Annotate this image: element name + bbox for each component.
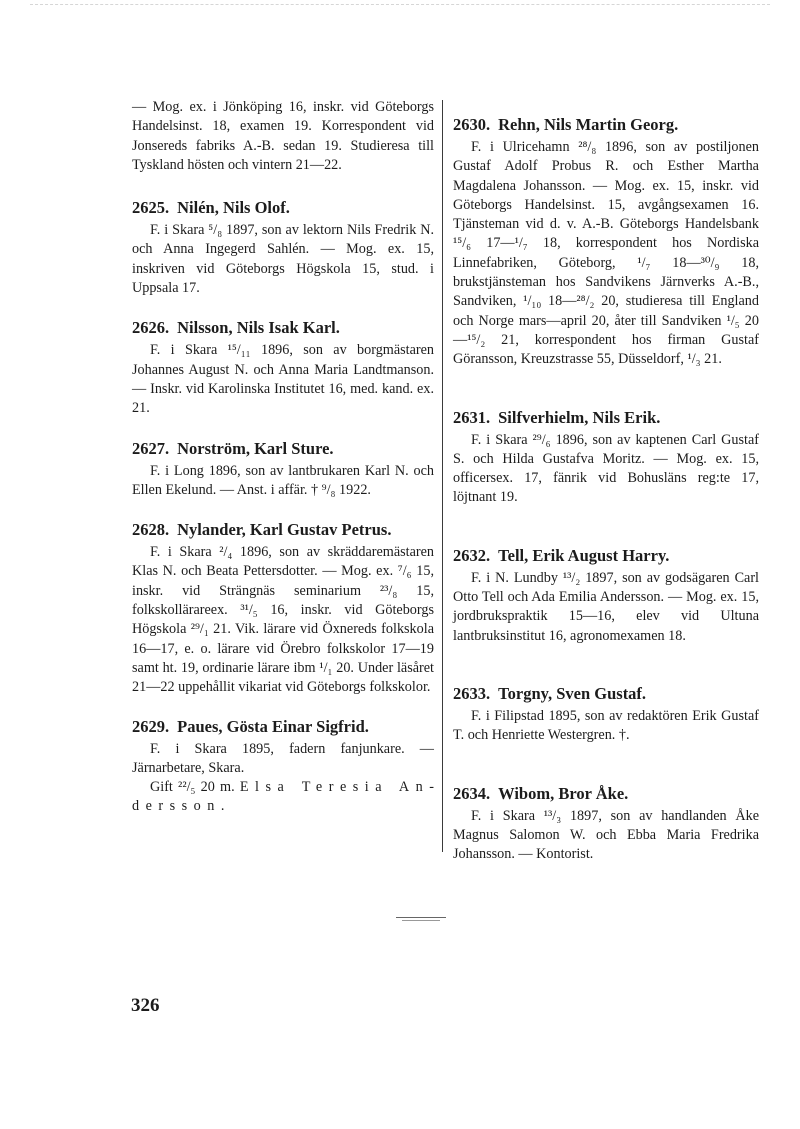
- entry-text: F. i Skara 1895, fadern fanjunkare. — Järnarbetare, Skara.: [132, 740, 434, 776]
- entry-text: F. i Skara ²⁹/₆ 1896, son av kaptenen Carl Gustaf S. och Hilda Gustafva Moritz. — Mog. ex. 15, officersex. 17, fänrik vid Bohusläns reg:te 17, löjtnant 19.: [453, 431, 759, 506]
- entry-heading: [453, 684, 759, 704]
- entry-text: F. i Filipstad 1895, son av redaktören Erik Gustaf T. och Henriette Westergren. †.: [453, 707, 759, 744]
- entry-2628: [132, 520, 434, 697]
- entry-2634: [453, 784, 759, 865]
- section-rule-lower: [402, 920, 440, 921]
- column-divider: [442, 100, 443, 852]
- entry-2633: [453, 684, 759, 746]
- entry-text: F. i Long 1896, son av lantbrukaren Karl N. och Ellen Ekelund. — Anst. i affär. † ⁹/₈ 1922.: [132, 462, 434, 498]
- entry-name: Torgny, Sven Gustaf.: [498, 683, 647, 703]
- section-rule: [396, 917, 446, 918]
- entry-text: F. i Skara ¹⁵/₁₁ 1896, son av borgmästaren Johannes August N. och Anna Maria Landtmanson. — Inskr. vid Karolinska Institutet 16, med. kand. ex. 21.: [132, 342, 434, 417]
- entry-heading: [453, 546, 759, 566]
- scan-top-edge: [30, 4, 770, 5]
- page-number: 326: [131, 995, 160, 1016]
- entry-name: Nilén, Nils Olof.: [177, 198, 290, 218]
- continued-paragraph: — Mog. ex. i Jönköping 16, inskr. vid Göteborgs Handelsinst. 18, examen 19. Korrespondent vid Jonsereds fabriks A.-B. sedan 19. Studieresa till Tyskland hösten och vintern 21—22.: [132, 99, 434, 173]
- entry-heading: [132, 198, 434, 218]
- entry-number: 2631.: [453, 407, 491, 427]
- entry-number: 2626.: [132, 318, 170, 338]
- entry-text: F. i Skara ⁵/₈ 1897, son av lektorn Nils Fredrik N. och Anna Ingegerd Sahlén. — Mog. ex. 15, inskriven vid Göteborgs Högskola 15, stud. i Uppsala 17.: [132, 222, 434, 297]
- entry-2627: [132, 439, 434, 501]
- entry-heading: [453, 408, 759, 428]
- entry-number: 2633.: [453, 683, 491, 703]
- left-column: [132, 98, 434, 817]
- right-column: [453, 115, 759, 864]
- entry-2629: [132, 717, 434, 817]
- marriage-line: [132, 778, 434, 817]
- entry-2626: [132, 318, 434, 418]
- entry-name: Rehn, Nils Martin Georg.: [498, 115, 679, 134]
- entry-heading: [132, 439, 434, 459]
- entry-name: Wibom, Bror Åke.: [498, 783, 629, 803]
- spouse-name: Elsa Teresia Andersson.: [132, 779, 435, 815]
- entry-name: Nylander, Karl Gustav Petrus.: [177, 520, 392, 540]
- entry-heading: [453, 115, 759, 135]
- entry-number: 2628.: [132, 520, 170, 540]
- entry-number: 2625.: [132, 198, 170, 218]
- entry-number: 2629.: [132, 716, 170, 736]
- entry-text: F. i Skara ¹³/₃ 1897, son av handlanden Åke Magnus Salomon W. och Ebba Maria Fredrika Johansson. — Kontorist.: [453, 807, 759, 863]
- entry-name: Nilsson, Nils Isak Karl.: [177, 318, 340, 338]
- entry-number: 2630.: [453, 115, 491, 134]
- entry-text: F. i N. Lundby ¹³/₂ 1897, son av godsägaren Carl Otto Tell och Ada Emilia Andersson. — Mog. ex. 15, jordbrukspraktik 15—16, elev vid Ultuna lantbruksinstitut 16, agronomexamen 18.: [453, 569, 759, 644]
- entry-heading: [132, 717, 434, 737]
- entry-2625: [132, 198, 434, 298]
- entry-heading: [132, 318, 434, 338]
- entry-heading: [132, 520, 434, 540]
- entry-text: F. i Skara ²/₄ 1896, son av skräddaremästaren Klas N. och Beata Pettersdotter. — Mog. ex. ⁷/₆ 15, inskr. vid Strängnäs seminarium ²³/₈ 15, folkskollärareex. ³¹/₅ 16, inskr. vid Göteborgs Högskola ²⁹/₁ 21. Vik. lärare vid Öxnereds folkskola 16—17, e. o. lärare vid Örebro folkskolor 17—19 samt ht. 19, ordinarie lärare ibm ¹/₁ 20. Under läsåret 21—22 uppehållit vikariat vid Göteborgs folkskolor.: [132, 544, 434, 696]
- entry-number: 2634.: [453, 783, 491, 803]
- entry-name: Paues, Gösta Einar Sigfrid.: [177, 716, 369, 736]
- entry-name: Norström, Karl Sture.: [177, 438, 334, 458]
- marriage-prefix: Gift ²²/₅ 20 m.: [150, 779, 235, 796]
- entry-name: Tell, Erik August Harry.: [498, 545, 670, 565]
- entry-2632: [453, 546, 759, 646]
- entry-number: 2627.: [132, 438, 170, 458]
- entry-heading: [453, 784, 759, 804]
- entry-2631: [453, 408, 759, 508]
- entry-name: Silfverhielm, Nils Erik.: [498, 407, 661, 427]
- entry-text: F. i Ulricehamn ²⁸/₈ 1896, son av postiljonen Gustaf Adolf Probus R. och Esther Martha Magdalena Johansson. — Mog. ex. 15, inskr. vid Göteborgs Handelsinst. 15, avgångsexamen 16. Tjänsteman vid d. v. A.-B. Göteborgs Handelsbank ¹⁵/₆ 17—¹/₇ 18, korrespondent hos Nordiska Linnefabriken, Göteborg, ¹/₇ 18—³⁰/₉ 18, brukstjänsteman hos Sandvikens Järnverks A.-B., Sandviken, ¹/₁₀ 18—²⁸/₂ 20, studieresa till England och Norge mars—april 20, åter till Sandviken ¹/₅ 20—¹⁵/₂ 21, korrespondent hos firman Gustaf Göransson, Kreuzstrasse 55, Düsseldorf, ¹/₃ 21.: [453, 139, 759, 368]
- entry-number: 2632.: [453, 545, 491, 565]
- entry-2630: [453, 115, 759, 370]
